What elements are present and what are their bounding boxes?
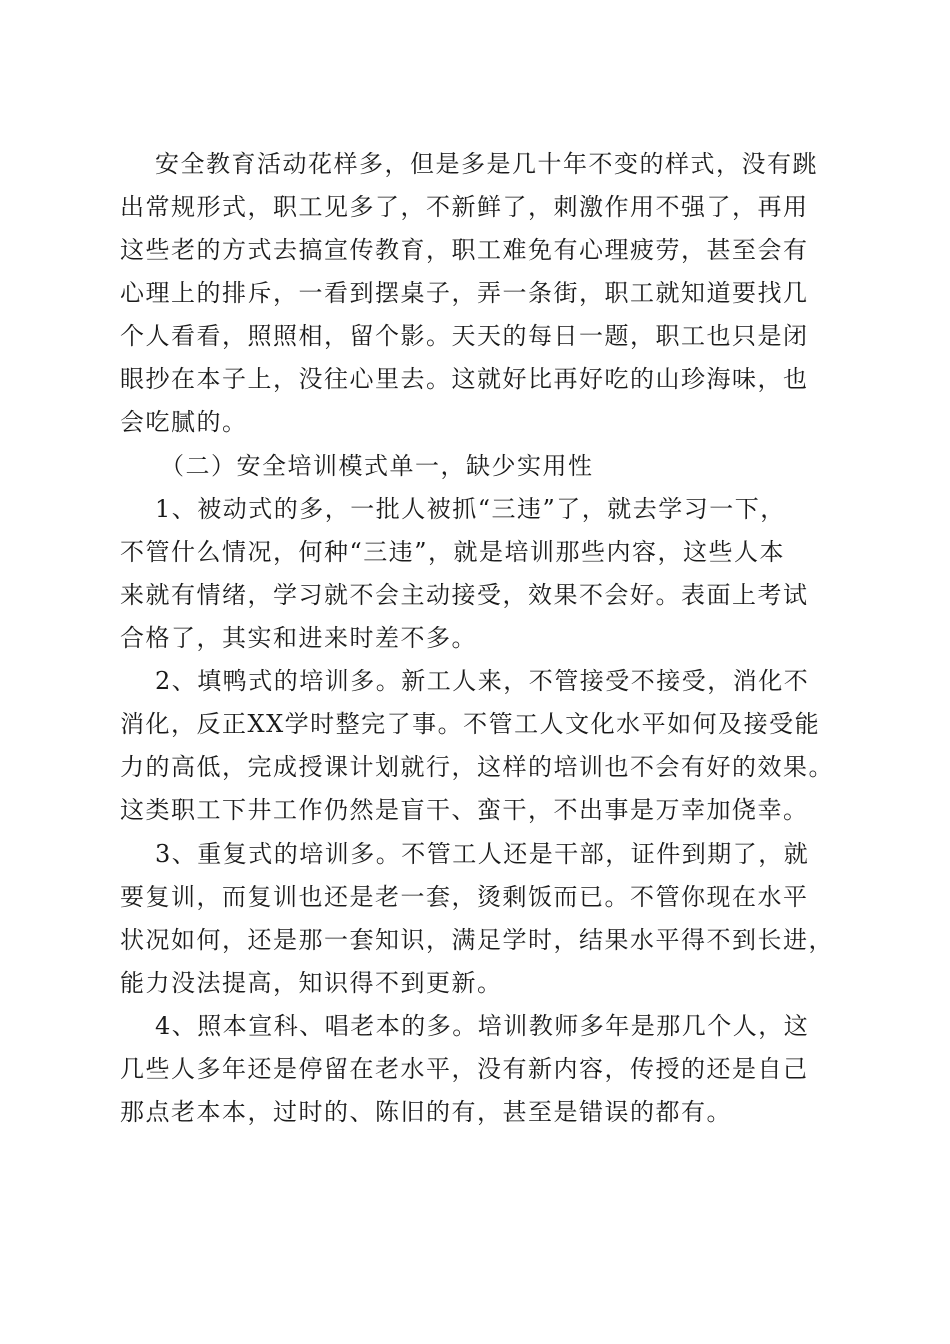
paragraph-line: 会吃腻的。 bbox=[120, 408, 248, 436]
paragraph-line: 这些老的方式去搞宣传教育，职工难免有心理疲劳，甚至会有 bbox=[120, 236, 809, 264]
paragraph-line: 2、填鸭式的培训多。新工人来，不管接受不接受，消化不 bbox=[155, 667, 810, 695]
paragraph-line: 4、照本宣科、唱老本的多。培训教师多年是那几个人，这 bbox=[155, 1012, 810, 1040]
paragraph-line: 合格了，其实和进来时差不多。 bbox=[120, 624, 477, 652]
paragraph-line: 消化，反正XX学时整完了事。不管工人文化水平如何及接受能 bbox=[120, 710, 821, 738]
paragraph-line: 3、重复式的培训多。不管工人还是干部，证件到期了，就 bbox=[155, 840, 810, 868]
paragraph-line: 出常规形式，职工见多了，不新鲜了，刺激作用不强了，再用 bbox=[120, 193, 809, 221]
paragraph-line: 状况如何，还是那一套知识，满足学时，结果水平得不到长进， bbox=[120, 926, 834, 954]
paragraph-line: 眼抄在本子上，没往心里去。这就好比再好吃的山珍海味，也 bbox=[120, 365, 809, 393]
paragraph-line: 力的高低，完成授课计划就行，这样的培训也不会有好的效果。 bbox=[120, 753, 834, 781]
section-heading: （二）安全培训模式单一，缺少实用性 bbox=[160, 452, 594, 480]
paragraph-line: 安全教育活动花样多，但是多是几十年不变的样式，没有跳 bbox=[155, 150, 818, 178]
paragraph-line: 那点老本本，过时的、陈旧的有，甚至是错误的都有。 bbox=[120, 1098, 732, 1126]
paragraph-line: 不管什么情况，何种“三违”，就是培训那些内容，这些人本 bbox=[120, 538, 786, 566]
paragraph-line: 这类职工下井工作仍然是盲干、蛮干，不出事是万幸加侥幸。 bbox=[120, 796, 809, 824]
paragraph-line: 几些人多年还是停留在老水平，没有新内容，传授的还是自己 bbox=[120, 1055, 809, 1083]
paragraph-line: 来就有情绪，学习就不会主动接受，效果不会好。表面上考试 bbox=[120, 581, 809, 609]
paragraph-line: 心理上的排斥，一看到摆桌子，弄一条街，职工就知道要找几 bbox=[120, 279, 809, 307]
paragraph-line: 要复训，而复训也还是老一套，烫剩饭而已。不管你现在水平 bbox=[120, 883, 809, 911]
paragraph-line: 1、被动式的多，一批人被抓“三违”了，就去学习一下， bbox=[155, 495, 786, 523]
paragraph-line: 能力没法提高，知识得不到更新。 bbox=[120, 969, 503, 997]
paragraph-line: 个人看看，照照相，留个影。天天的每日一题，职工也只是闭 bbox=[120, 322, 809, 350]
